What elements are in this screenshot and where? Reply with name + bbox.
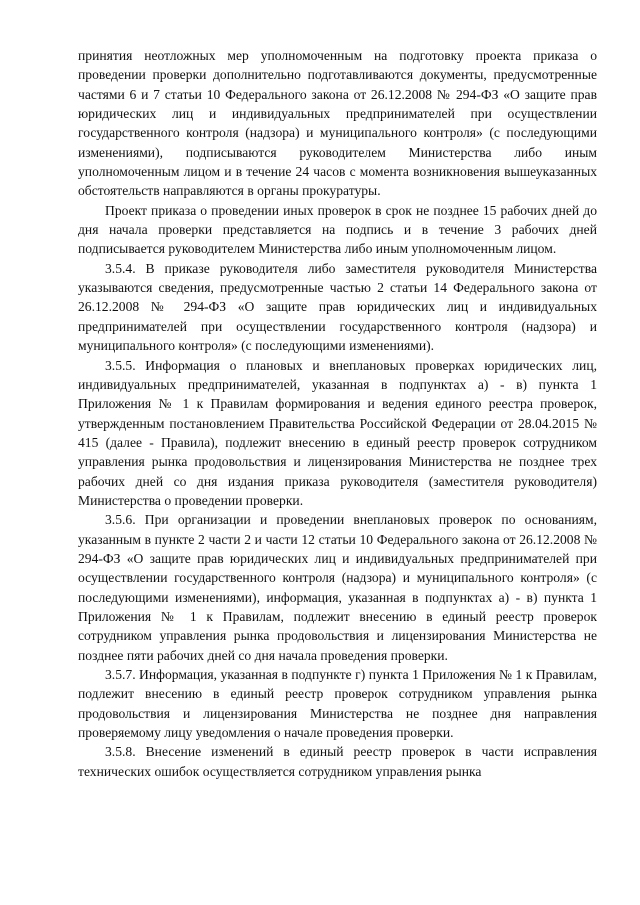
paragraph-continuation: принятия неотложных мер уполномоченным на подготовку проекта приказа о проведении проверки дополнительно подготавливаются документы, предусмотренные частями 6 и 7 статьи 10 Федерального закона от 26.12.2008 № 294-ФЗ «О защите прав юридических лиц и индивидуальных предпринимателей при осуществлении государственного контроля (надзора) и муниципального контроля» (с последующими изменениями), подписываются руководителем Министерства либо иным уполномоченным лицом и в течение 24 часов с момента возникновения вышеуказанных обстоятельств направляются в органы прокуратуры. — [78, 48, 597, 199]
paragraph-3-5-6: 3.5.6. При организации и проведении внеплановых проверок по основаниям, указанным в пункте 2 части 2 и части 12 статьи 10 Федерального закона от 26.12.2008 № 294-ФЗ «О защите прав юридических лиц и индивидуальных предпринимателей при осуществлении государственного контроля (надзора) и муниципального контроля» (с последующими изменениями), информация, указанная в подпунктах а) - в) пункта 1 Приложения № 1 к Правилам, подлежит внесению в единый реестр проверок сотрудником управления рынка продовольствия и лицензирования Министерства не позднее пяти рабочих дней со дня начала проведения проверки. — [78, 512, 597, 663]
paragraph-3-5-5: 3.5.5. Информация о плановых и внеплановых проверках юридических лиц, индивидуальных предпринимателей, указанная в подпунктах а) - в) пункта 1 Приложения № 1 к Правилам формирования и ведения единого реестра проверок, утвержденным постановлением Правительства Российской Федерации от 28.04.2015 № 415 (далее - Правила), подлежит внесению в единый реестр проверок сотрудником управления рынка продовольствия и лицензирования Министерства не позднее трех рабочих дней со дня издания приказа руководителя (заместителя руководителя) Министерства о проведении проверки. — [78, 357, 597, 508]
paragraph-draft-order: Проект приказа о проведении иных проверок в срок не позднее 15 рабочих дней до дня начала проверки представляется на подпись и в течение 3 рабочих дней подписывается руководителем Министерства либо иным уполномоченным лицом. — [78, 202, 597, 257]
paragraph-3-5-4: 3.5.4. В приказе руководителя либо заместителя руководителя Министерства указываются сведения, предусмотренные частью 2 статьи 14 Федерального закона от 26.12.2008 № 294-ФЗ «О защите прав юридических лиц и индивидуальных предпринимателей при осуществлении государственного контроля (надзора) и муниципального контроля» (с последующими изменениями). — [78, 260, 597, 354]
document-page — [78, 46, 597, 781]
paragraph-3-5-7: 3.5.7. Информация, указанная в подпункте г) пункта 1 Приложения № 1 к Правилам, подлежит внесению в единый реестр проверок сотрудником управления рынка продовольствия и лицензирования Министерства не позднее дня направления проверяемому лицу уведомления о начале проведения проверки. — [78, 667, 597, 741]
paragraph-3-5-8: 3.5.8. Внесение изменений в единый реестр проверок в части исправления технических ошибок осуществляется сотрудником управления рынка — [78, 744, 597, 779]
